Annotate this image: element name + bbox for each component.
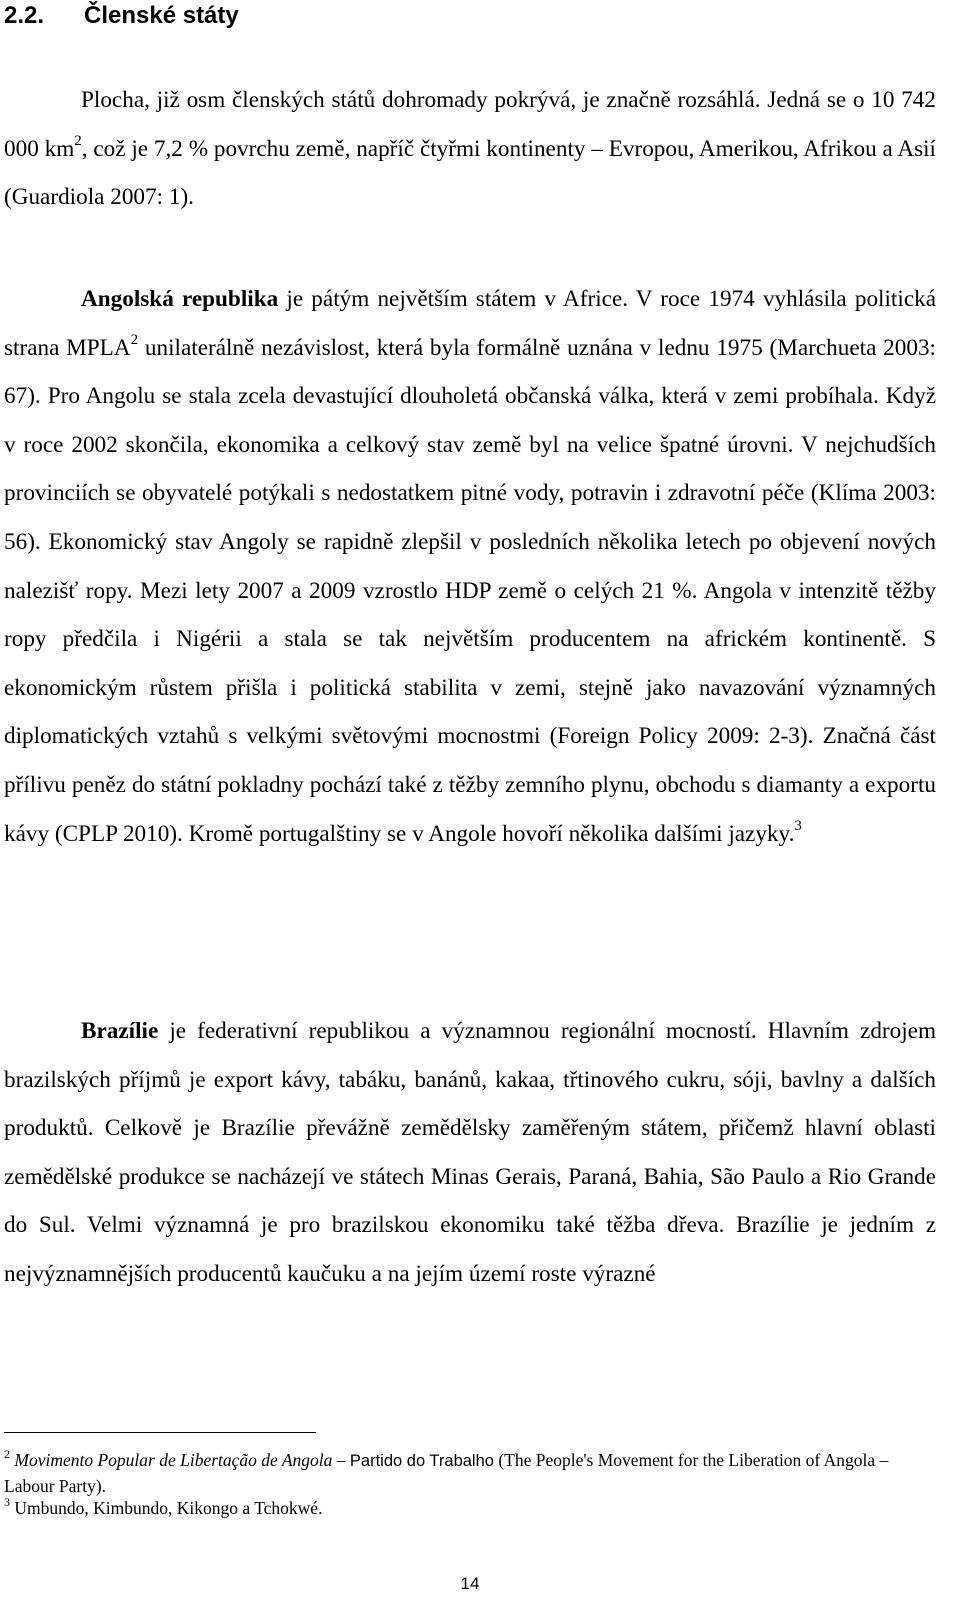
section-heading [4, 2, 239, 30]
brazil-bold-term: Brazílie [81, 1018, 159, 1044]
footnote-2-party: Partido do Trabalho [349, 1452, 494, 1470]
paragraph-brazil [4, 1007, 936, 1299]
section-number: 2.2. [4, 2, 45, 29]
footnote-3-text: Umbundo, Kimbundo, Kikongo a Tchokwé. [10, 1498, 323, 1518]
page-number: 14 [460, 1574, 480, 1593]
footnote-2-mark: 2 [4, 1447, 10, 1462]
paragraph-intro-text-a: Plocha, již osm členských států dohromady pokrývá, je značně rozsáhlá. Jedná se o 10 742 000 km [4, 87, 936, 162]
footnote-separator [4, 1432, 316, 1433]
footnote-2 [4, 1448, 936, 1499]
paragraph-intro-text-b: , což je 7,2 % povrchu země, napříč čtyřmi kontinenty – Evropou, Amerikou, Afrikou a Asií (Guardiola 2007: 1). [4, 135, 936, 211]
paragraph-angola-text-b: unilaterálně nezávislost, která byla formálně uznána v lednu 1975 (Marchueta 2003: 67). Pro Angolu se stala zcela devastující dlouholetá občanská válka, která v zemi probíhala. Když v roce 2002 skončila, ekonomika a celkový stav země byl na velice špatné úrovni. V nejchudších provinciích se obyvatelé potýkali s nedostatkem pitné vody, potravin i zdravotní péče (Klíma 2003: 56). Ekonomický stav Angoly se rapidně zlepšil v posledních několika letech po objevení nových nalezišť ropy. Mezi lety 2007 a 2009 vzrostlo HDP země o celých 21 %. Angola v intenzitě těžby ropy předčila i Nigérii a stala se tak největším producentem na africkém kontinentě. S ekonomickým růstem přišla i politická stabilita v zemi, stejně jako navazování významných diplomatických vztahů s velkými světovými mocnostmi (Foreign Policy 2009: 2-3). Značná část přílivu peněz do státní pokladny pochází také z těžby zemního plynu, obchodu s diamanty a exportu kávy (CPLP 2010). Kromě portugalštiny se v Angole hovoří několika dalšími jazyky. [4, 334, 936, 847]
angola-bold-term: Angolská republika [81, 286, 279, 312]
footnote-ref-2: 2 [130, 331, 139, 348]
footnote-2-italic: Movimento Popular de Libertação de Angola [14, 1450, 333, 1470]
paragraph-angola [4, 275, 936, 858]
footnote-3-mark: 3 [4, 1495, 10, 1510]
paragraph-intro [4, 76, 936, 222]
paragraph-brazil-text: je federativní republikou a významnou regionální mocností. Hlavním zdrojem brazilských příjmů je export kávy, tabáku, banánů, kakaa, třtinového cukru, sóji, bavlny a dalších produktů. Celkově je Brazílie převážně zemědělsky zaměřeným státem, přičemž hlavní oblasti zemědělské produkce se nacházejí ve státech Minas Gerais, Paraná, Bahia, São Paulo a Rio Grande do Sul. Velmi významná je pro brazilskou ekonomiku také těžba dřeva. Brazílie je jedním z nejvýznamnějších producentů kaučuku a na jejím území roste výrazné [4, 1018, 936, 1287]
section-title: Členské státy [84, 2, 239, 29]
footnote-3 [4, 1496, 936, 1521]
superscript-squared: 2 [74, 132, 82, 149]
footnote-2-text: (The People's Movement for the Liberation of Angola – Labour Party). [4, 1450, 889, 1496]
footnote-2-dash: – [332, 1450, 350, 1470]
footnote-ref-3: 3 [794, 817, 802, 834]
paragraph-angola-text-a: je pátým největším státem v Africe. V roce 1974 vyhlásila politická strana MPLA [4, 286, 936, 361]
